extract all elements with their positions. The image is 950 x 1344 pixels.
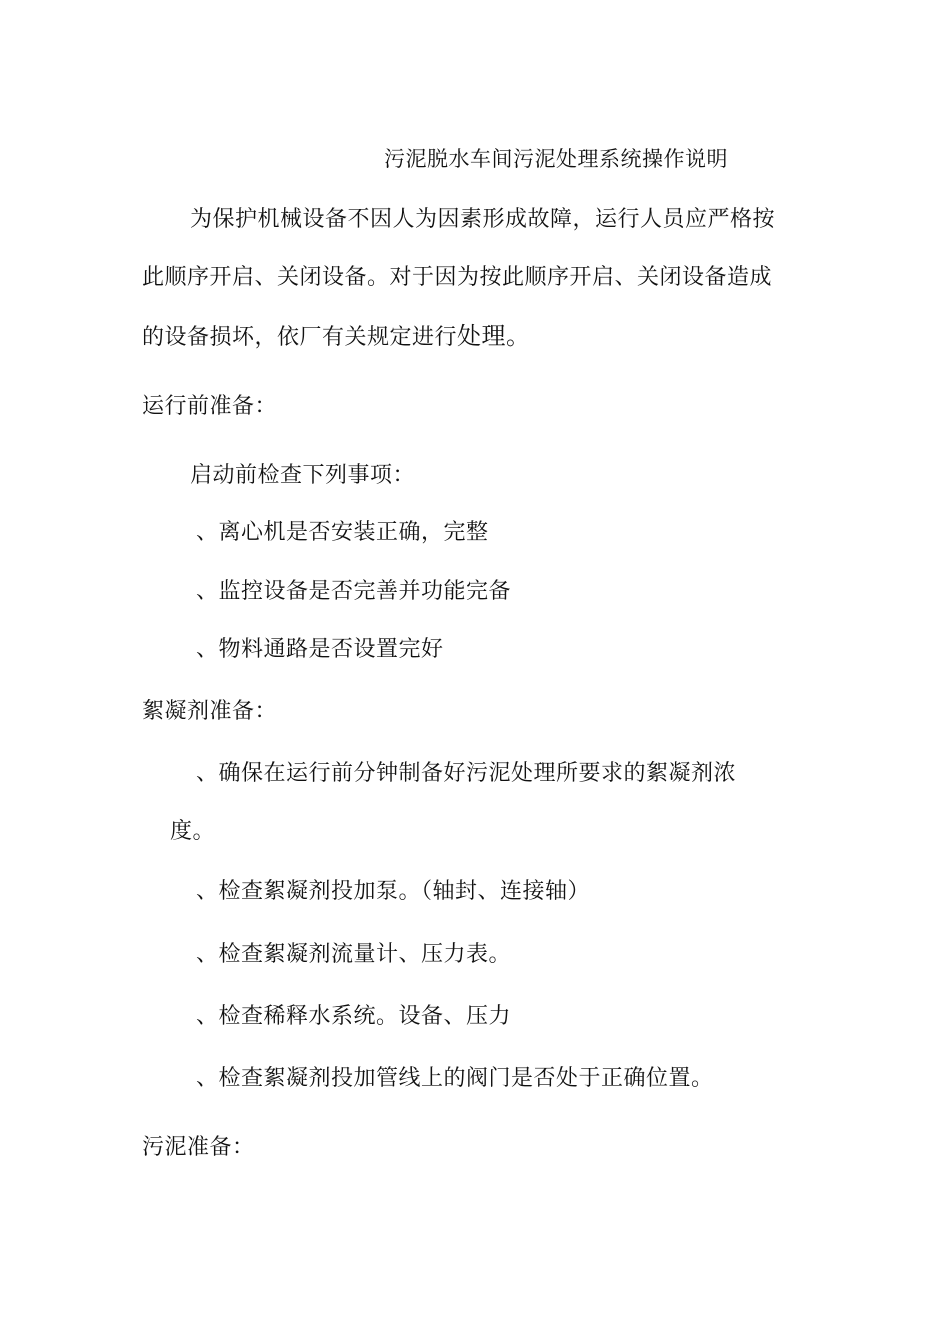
section-heading-pre-operation: 运行前准备： [142, 394, 278, 419]
list-item: 、监控设备是否完善并功能完备 [196, 579, 512, 604]
section-heading-flocculant: 絮凝剂准备： [142, 699, 278, 724]
section-heading-sludge: 污泥准备： [142, 1135, 255, 1160]
intro-line-2: 此顺序开启、关闭设备。对于因为按此顺序开启、关闭设备造成 [142, 265, 773, 290]
list-item: 、检查絮凝剂流量计、压力表。 [196, 942, 512, 967]
document-title: 污泥脱水车间污泥处理系统操作说明 [384, 147, 728, 171]
list-item: 、物料通路是否设置完好 [196, 637, 444, 662]
subheading-startup-check: 启动前检查下列事项： [190, 463, 416, 488]
list-item: 、检查稀释水系统。设备、压力 [196, 1004, 512, 1029]
list-item: 、确保在运行前分钟制备好污泥处理所要求的絮凝剂浓 [196, 761, 737, 786]
intro-line-1: 为保护机械设备不因人为因素形成故障，运行人员应严格按 [190, 207, 776, 232]
list-item: 、检查絮凝剂投加管线上的阀门是否处于正确位置。 [196, 1066, 714, 1091]
list-item-continuation: 度。 [170, 819, 216, 844]
list-item: 、离心机是否安装正确，完整 [196, 520, 489, 545]
intro-line-3-text: 的设备损坏，依厂有关规定进行 [142, 325, 458, 350]
intro-line-3-emphasis: 处理。 [457, 322, 531, 350]
list-item: 、检查絮凝剂投加泵。（轴封、连接轴） [196, 879, 591, 904]
intro-line-3 [142, 321, 531, 353]
